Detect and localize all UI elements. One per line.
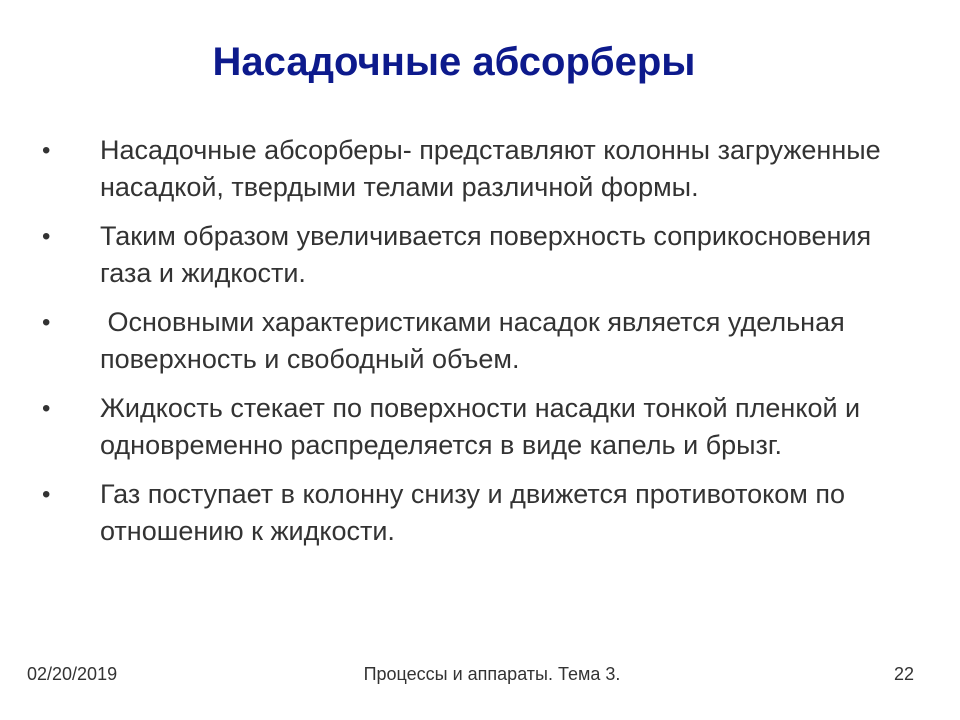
bullet-text: Насадочные абсорберы- представляют колонны загруженные насадкой, твердыми телами различной формы. xyxy=(100,135,881,202)
bullet-text: Таким образом увеличивается поверхность соприкосновения газа и жидкости. xyxy=(100,221,872,288)
bullet-text: Газ поступает в колонну снизу и движется противотоком по отношению к жидкости. xyxy=(100,479,845,546)
bullet-item xyxy=(42,218,882,292)
bullet-icon: • xyxy=(42,223,51,250)
bullet-text: Основными характеристиками насадок является удельная поверхность и свободный объем. xyxy=(100,307,853,374)
footer-date: 02/20/2019 xyxy=(27,664,118,684)
bullet-icon: • xyxy=(42,137,51,164)
footer-title: Процессы и аппараты. Тема 3. xyxy=(363,664,621,684)
bullet-item xyxy=(42,304,882,378)
bullet-item xyxy=(42,390,882,464)
bullet-icon: • xyxy=(42,481,51,508)
bullet-icon: • xyxy=(42,395,51,422)
bullet-text: Жидкость стекает по поверхности насадки тонкой пленкой и одновременно распределяется в виде капель и брызг. xyxy=(100,393,861,460)
page-number: 22 xyxy=(893,664,914,684)
bullet-item xyxy=(42,132,882,206)
bullet-item xyxy=(42,476,882,550)
slide-title: Насадочные абсорберы xyxy=(212,40,696,84)
bullet-icon: • xyxy=(42,309,51,336)
bullet-list xyxy=(42,132,882,562)
